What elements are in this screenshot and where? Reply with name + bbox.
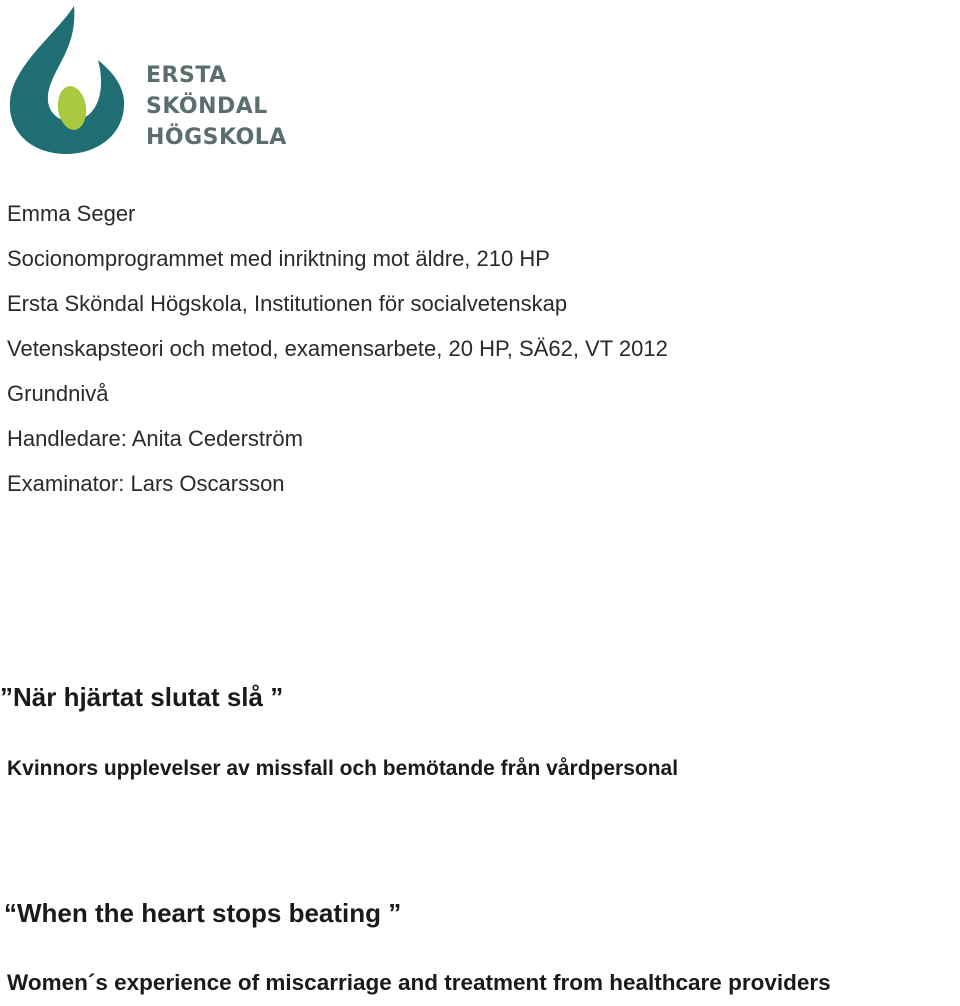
examiner: Examinator: Lars Oscarsson bbox=[7, 471, 285, 496]
author-name: Emma Seger bbox=[7, 201, 136, 226]
course-name: Vetenskapsteori och metod, examensarbete, 20 HP, SÄ62, VT 2012 bbox=[7, 336, 668, 361]
institution-logo bbox=[6, 4, 296, 156]
logo-wordmark bbox=[146, 60, 287, 153]
open-quote: “ bbox=[4, 898, 17, 928]
water-drop-with-leaf-icon bbox=[6, 4, 136, 156]
close-quote: ” bbox=[270, 682, 284, 712]
swedish-subtitle: Kvinnors upplevelser av missfall och bemötande från vårdpersonal bbox=[7, 757, 679, 780]
close-quote: ” bbox=[388, 898, 402, 928]
swedish-title-text: När hjärtat slutat slå bbox=[13, 682, 263, 712]
english-title bbox=[4, 898, 401, 929]
institution-name: Ersta Sköndal Högskola, Institutionen för socialvetenskap bbox=[7, 291, 568, 316]
logo-text-line-2: SKÖNDAL bbox=[146, 94, 268, 119]
logo-text-line-3: HÖGSKOLA bbox=[146, 125, 287, 150]
english-title-text: When the heart stops beating bbox=[17, 898, 382, 928]
logo-text-line-1: ERSTA bbox=[146, 63, 227, 88]
thesis-metadata bbox=[7, 196, 668, 511]
english-subtitle: Women´s experience of miscarriage and treatment from healthcare providers bbox=[7, 970, 831, 995]
program-name: Socionomprogrammet med inriktning mot äldre, 210 HP bbox=[7, 246, 550, 271]
supervisor: Handledare: Anita Cederström bbox=[7, 426, 303, 451]
level: Grundnivå bbox=[7, 381, 109, 406]
open-quote: ” bbox=[0, 682, 13, 712]
swedish-title bbox=[0, 682, 283, 713]
